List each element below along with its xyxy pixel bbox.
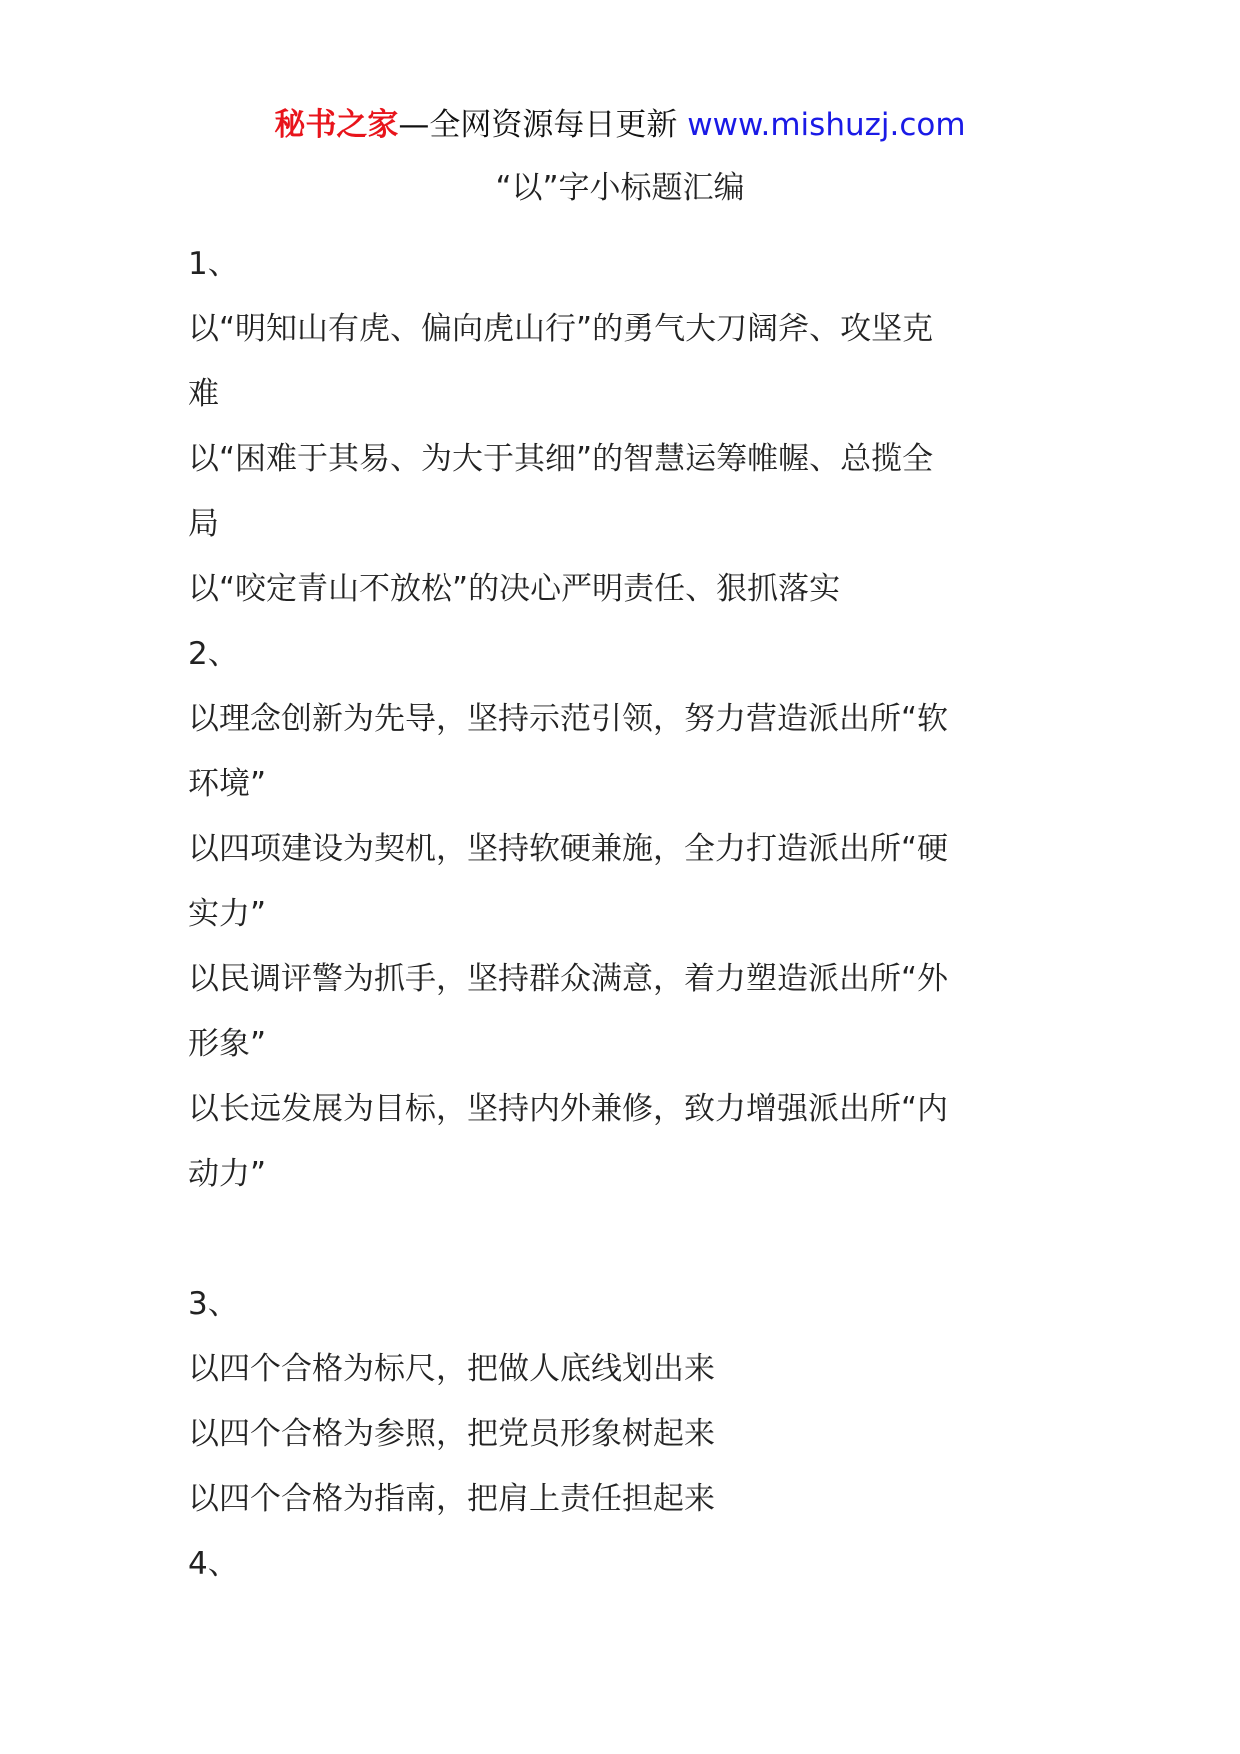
text-line: 以四个合格为指南，把肩上责任担起来 xyxy=(188,1481,715,1517)
text-line: 以“明知山有虎、偏向虎山行”的勇气大刀阔斧、攻坚克 xyxy=(188,311,934,347)
site-url-link[interactable]: www.mishuzj.com xyxy=(687,107,966,143)
brand-name: 秘书之家 xyxy=(274,107,399,143)
text-line: 难 xyxy=(188,376,219,412)
text-line: 以民调评警为抓手，坚持群众满意，着力塑造派出所“外 xyxy=(188,961,949,997)
text-line: 实力” xyxy=(188,896,267,932)
text-line: 局 xyxy=(188,506,219,542)
text-line: 以“困难于其易、为大于其细”的智慧运筹帷幄、总揽全 xyxy=(188,441,934,477)
section-number: 2、 xyxy=(188,636,239,672)
text-line: 动力” xyxy=(188,1156,267,1192)
document-title: “以”字小标题汇编 xyxy=(495,170,745,206)
site-header xyxy=(0,103,1240,147)
text-line: 形象” xyxy=(188,1026,267,1062)
header-tagline: —全网资源每日更新 xyxy=(398,107,678,143)
blank-line xyxy=(188,1207,1028,1272)
text-line: 以长远发展为目标，坚持内外兼修，致力增强派出所“内 xyxy=(188,1091,949,1127)
text-line: 以四个合格为参照，把党员形象树起来 xyxy=(188,1416,715,1452)
section-number: 1、 xyxy=(188,246,239,282)
text-line: 以四个合格为标尺，把做人底线划出来 xyxy=(188,1351,715,1387)
text-line: 环境” xyxy=(188,766,267,802)
section-number: 3、 xyxy=(188,1286,239,1322)
text-line: 以理念创新为先导，坚持示范引领，努力营造派出所“软 xyxy=(188,701,949,737)
document-body xyxy=(188,232,1028,1597)
text-line: 以“咬定青山不放松”的决心严明责任、狠抓落实 xyxy=(188,571,841,607)
text-line: 以四项建设为契机，坚持软硬兼施，全力打造派出所“硬 xyxy=(188,831,949,867)
section-number: 4、 xyxy=(188,1546,239,1582)
